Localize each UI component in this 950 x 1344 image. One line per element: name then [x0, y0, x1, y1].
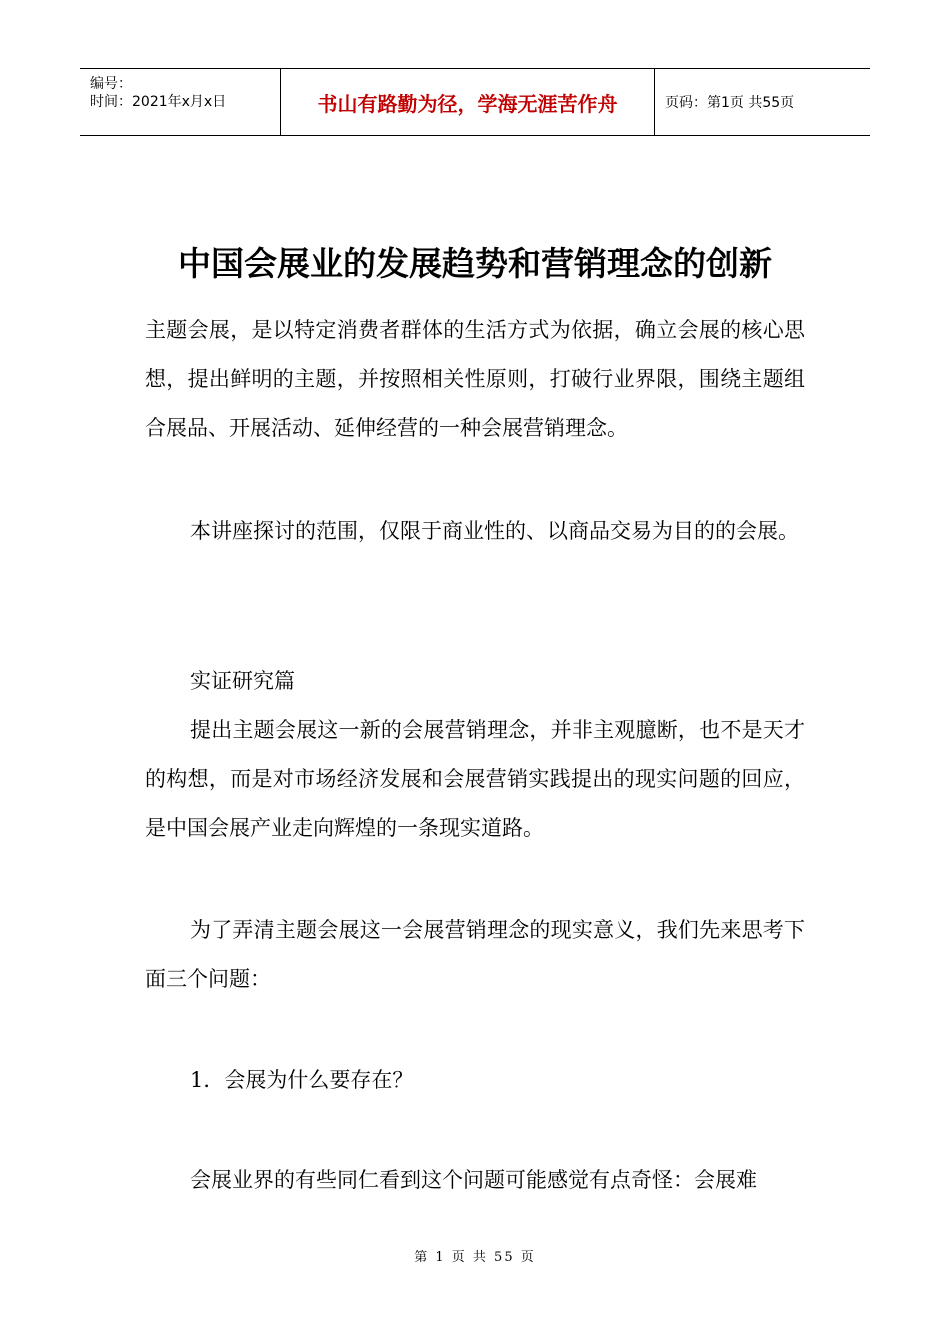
paragraph-1: [145, 306, 805, 453]
document-number-label: 编号：: [90, 76, 132, 92]
paragraph-2: [145, 507, 805, 556]
paragraph-text: 本讲座探讨的范围，仅限于商业性的、以商品交易为目的的会展。: [190, 519, 799, 543]
document-title: 中国会展业的发展趋势和营销理念的创新: [178, 244, 772, 283]
page-footer: 第 1 页 共 55 页: [414, 1250, 536, 1265]
header-table: [80, 68, 870, 136]
paragraph-text: 会展业界的有些同仁看到这个问题可能感觉有点奇怪：会展难: [190, 1168, 757, 1192]
section-heading-text: 实证研究篇: [190, 669, 295, 693]
paragraph-5: [145, 906, 805, 1004]
question-text: 1．会展为什么要存在？: [190, 1068, 414, 1092]
section-heading: [145, 657, 805, 706]
paragraph-text: 主题会展，是以特定消费者群体的生活方式为依据，确立会展的核心思想，提出鲜明的主题，并按照相关性原则，打破行业界限，围绕主题组合展品、开展活动、延伸经营的一种会展营销理念。: [145, 318, 805, 440]
paragraph-7: [145, 1156, 805, 1205]
paragraph-text: 提出主题会展这一新的会展营销理念，并非主观臆断，也不是天才的构想，而是对市场经济发展和会展营销实践提出的现实问题的回应，是中国会展产业走向辉煌的一条现实道路。: [145, 718, 805, 840]
document-time-label: 时间：2021年x月x日: [90, 94, 227, 110]
header-page-info: 页码：第1页 共55页: [665, 95, 795, 111]
paragraph-4: [145, 706, 805, 853]
header-meta-cell: [80, 69, 281, 135]
question-1: [145, 1056, 805, 1105]
header-motto: 书山有路勤为径，学海无涯苦作舟: [281, 69, 655, 135]
paragraph-text: 为了弄清主题会展这一会展营销理念的现实意义，我们先来思考下面三个问题：: [145, 918, 805, 991]
